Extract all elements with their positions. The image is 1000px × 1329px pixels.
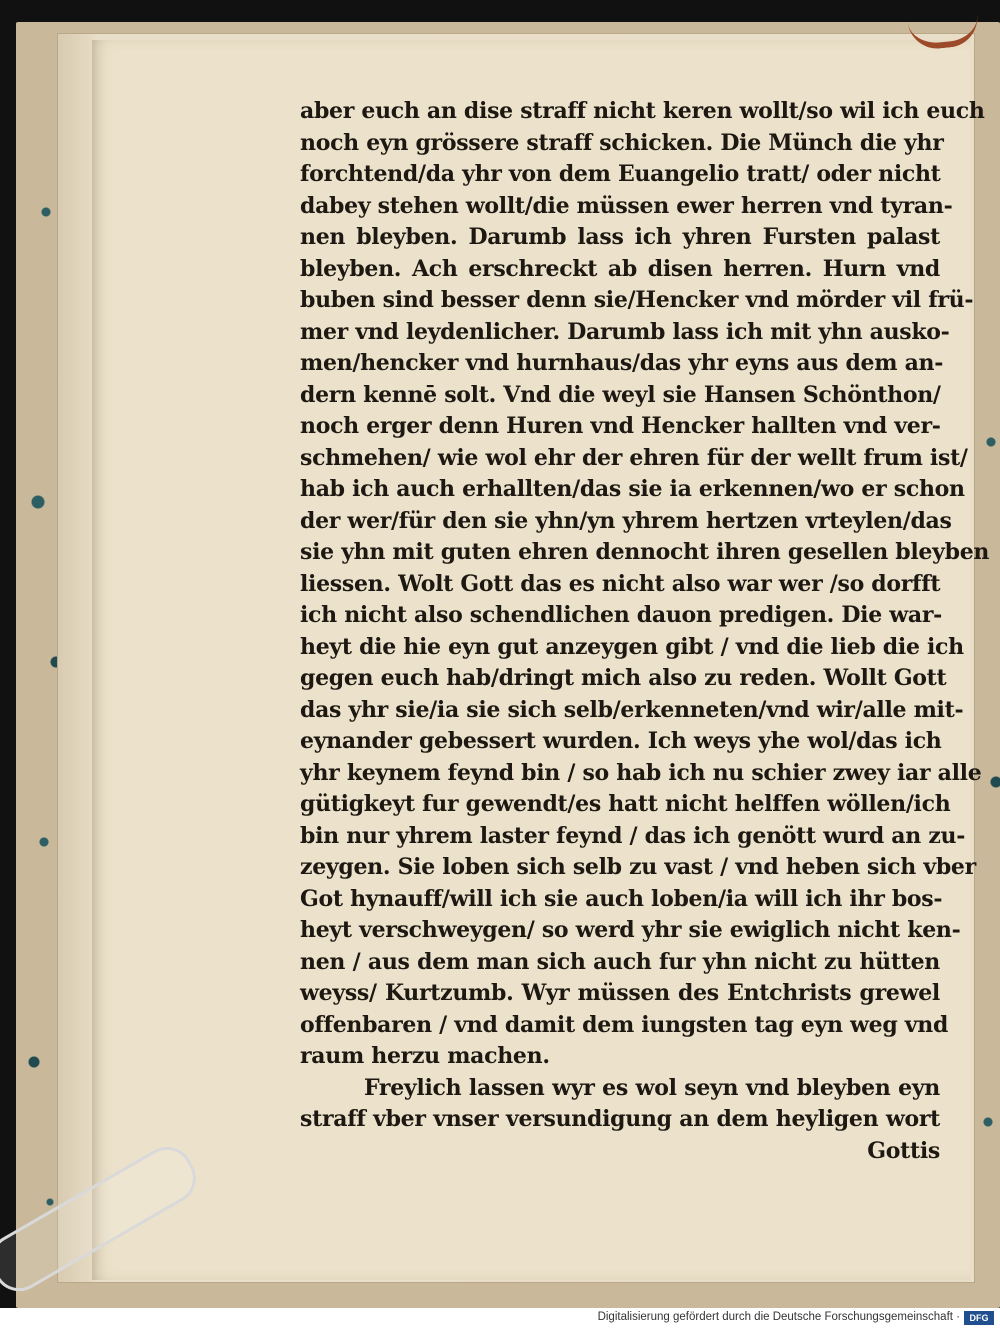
text-line: heyt die hie eyn gut anzeygen gibt / vnd die lieb die ich (300, 633, 964, 660)
text-line: Got hynauff/will ich sie auch loben/ia will ich ihr bos- (300, 885, 943, 912)
text-line: ich nicht also schendlichen dauon predigen. Die war- (300, 602, 942, 628)
text-line: yhr keynem feynd bin / so hab ich nu schier zwey iar alle (300, 759, 982, 786)
text-line: nen bleyben. Darumb lass ich yhren Fursten palast (300, 224, 940, 250)
text-line: nen / aus dem man sich auch fur yhn nicht zu hütten (300, 948, 940, 975)
text-line: der wer/für den sie yhn/yn yhrem hertzen vrteylen/das (300, 507, 952, 534)
text-line: hab ich auch erhallten/das sie ia erkennen/wo er schon (300, 476, 965, 502)
text-line: weyss/ Kurtzumb. Wyr müssen des Entchrists grewel (300, 980, 940, 1006)
text-line: gütigkeyt fur gewendt/es hatt nicht helffen wöllen/ich (300, 791, 951, 817)
dfg-logo: DFG (964, 1311, 994, 1325)
text-line: liessen. Wolt Gott das es nicht also war wer /so dorfft (300, 570, 941, 597)
footer-bar (0, 1308, 1000, 1329)
text-line: buben sind besser denn sie/Hencker vnd mörder vil frü- (300, 287, 974, 313)
text-line: raum herzu machen. (300, 1043, 550, 1069)
text-line: Freylich lassen wyr es wol seyn vnd bleyben eyn (364, 1074, 940, 1101)
text-line: forchtend/da yhr von dem Euangelio tratt/ oder nicht (300, 161, 941, 187)
text-line: noch erger denn Huren vnd Hencker hallten vnd ver- (300, 413, 941, 439)
text-line: zeygen. Sie loben sich selb zu vast / vnd heben sich vber (300, 854, 976, 880)
text-line: straff vber vnser versundigung an dem heyligen wort (300, 1106, 940, 1132)
funding-credit: Digitalisierung gefördert durch die Deutsche Forschungsgemeinschaft · (597, 1311, 960, 1323)
page-text (300, 96, 990, 1167)
text-line: heyt verschweygen/ so werd yhr sie ewiglich nicht ken- (300, 917, 961, 943)
catchword: Gottis (867, 1137, 940, 1164)
text-line: das yhr sie/ia sie sich selb/erkenneten/vnd wir/alle mit- (300, 696, 964, 723)
text-line: men/hencker vnd hurnhaus/das yhr eyns aus dem an- (300, 350, 944, 376)
text-line: dabey stehen wollt/die müssen ewer herren vnd tyran- (300, 192, 953, 219)
text-line: noch eyn grössere straff schicken. Die Münch die yhr (300, 129, 944, 156)
text-line: dern kennē solt. Vnd die weyl sie Hansen Schönthon/ (300, 381, 941, 408)
text-line: mer vnd leydenlicher. Darumb lass ich mit yhn ausko- (300, 318, 950, 345)
text-line: schmehen/ wie wol ehr der ehren für der wellt frum ist/ (300, 444, 968, 471)
text-line: offenbaren / vnd damit dem iungsten tag eyn weg vnd (300, 1011, 949, 1038)
text-line: bleyben. Ach erschreckt ab disen herren. Hurn vnd (300, 255, 940, 282)
text-line: bin nur yhrem laster feynd / das ich genött wurd an zu- (300, 822, 966, 849)
text-line: sie yhn mit guten ehren dennocht ihren gesellen bleyben (300, 539, 990, 565)
text-line: eynander gebessert wurden. Ich weys yhe wol/das ich (300, 728, 942, 754)
text-line: aber euch an dise straff nicht keren wollt/so wil ich euch (300, 98, 985, 124)
text-line: gegen euch hab/dringt mich also zu reden. Wollt Gott (300, 665, 947, 691)
